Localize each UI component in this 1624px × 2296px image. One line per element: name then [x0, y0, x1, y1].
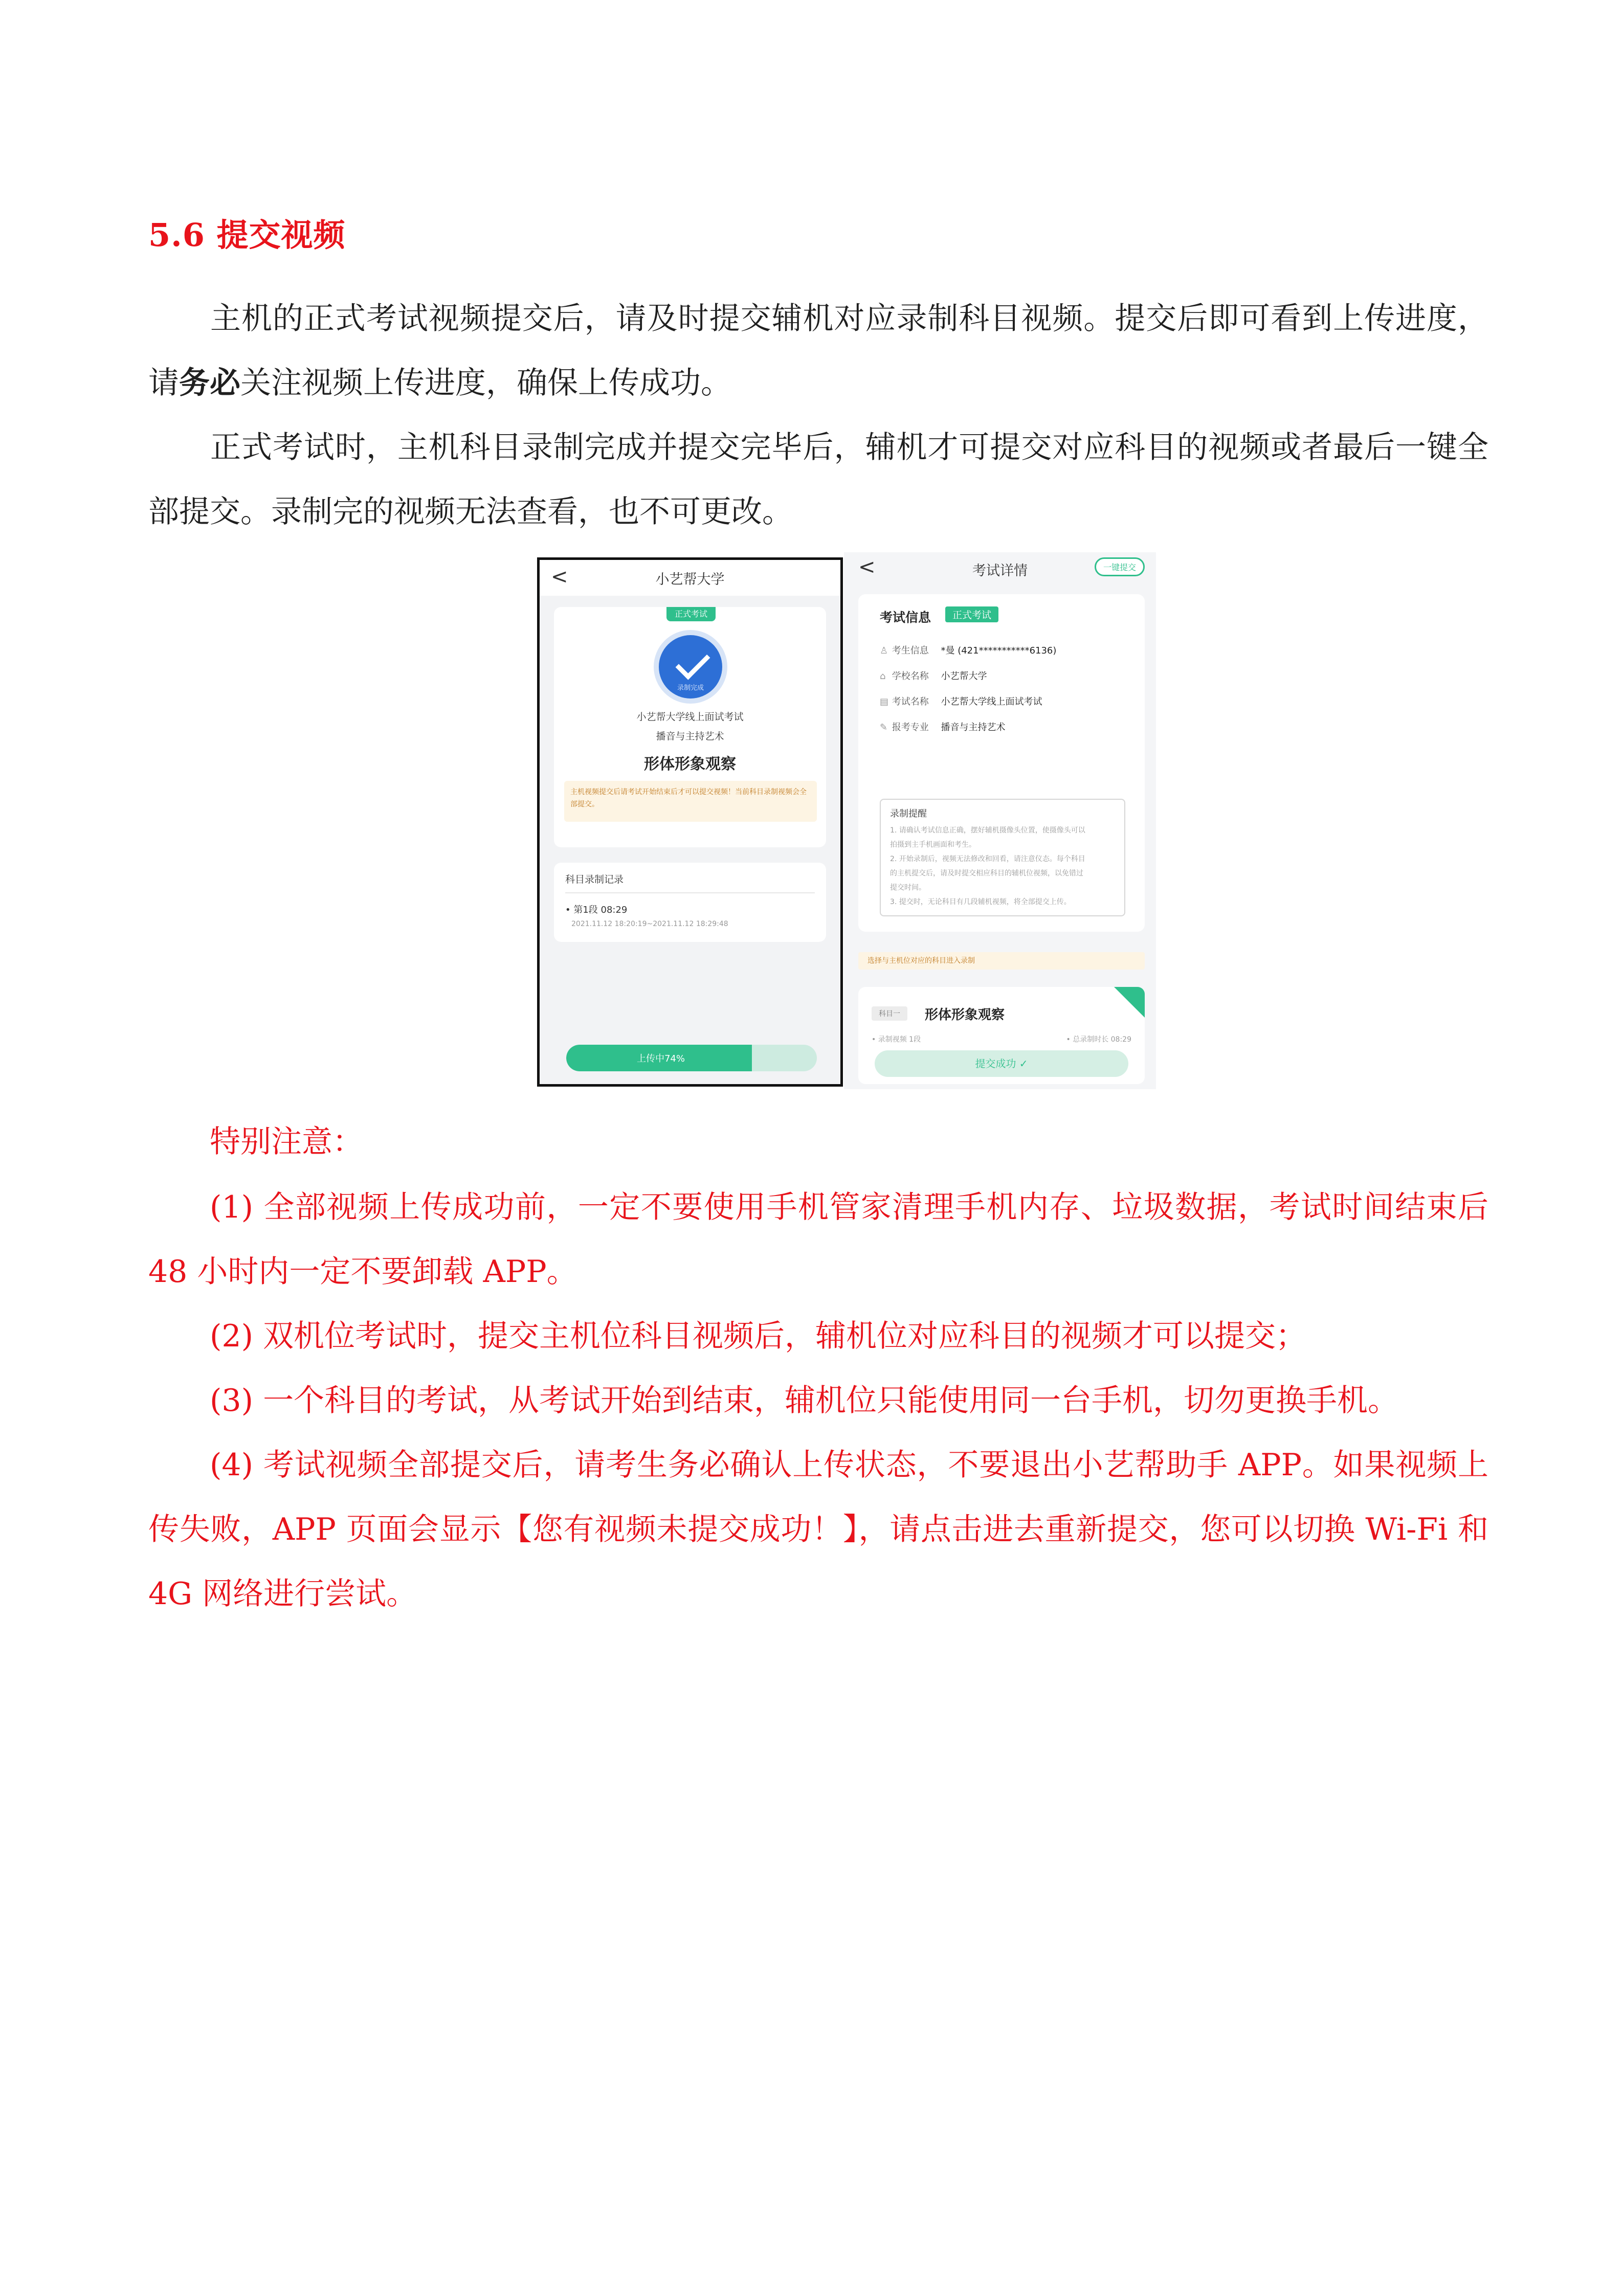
- subject-name: 形体形象观察: [644, 755, 736, 773]
- back-icon[interactable]: <: [551, 565, 568, 589]
- major-name: 播音与主持艺术: [656, 731, 724, 742]
- note-4: [148, 1433, 1488, 1626]
- app-title: 小艺帮大学: [655, 572, 725, 588]
- record-list-title: 科目录制记录: [565, 874, 624, 885]
- info-value: *曼 (421***********6136): [941, 645, 1057, 656]
- info-value: 播音与主持艺术: [941, 722, 1006, 733]
- record-item: • 第1段 08:29: [565, 905, 628, 915]
- tip-line: 的主机提交后，请及时提交相应科目的辅机位视频，以免错过: [890, 869, 1083, 877]
- app-title: 考试详情: [972, 563, 1028, 579]
- divider: [565, 892, 815, 893]
- paragraph-1-text-a: 主机的正式考试视频提交后，请及时提交辅机对应录制科目视频。提交后即可看到上传进度，请: [148, 301, 1488, 401]
- note-2-text: (2) 双机位考试时，提交主机位科目视频后，辅机位对应科目的视频才可以提交；: [210, 1318, 1307, 1354]
- notes-title-text: 特别注意：: [210, 1124, 363, 1160]
- paragraph-1-emphasis: 务必: [179, 365, 240, 401]
- notes-title: [148, 1110, 1488, 1174]
- upload-progress-bar: [566, 1045, 817, 1071]
- record-list-card: [554, 863, 826, 942]
- exam-card: [554, 607, 826, 847]
- exam-info-title: 考试信息: [880, 610, 931, 625]
- app-header: [540, 560, 840, 596]
- tip-line: 拍摄到主手机画面和考生。: [890, 841, 976, 849]
- submit-all-button[interactable]: 一键提交: [1095, 557, 1145, 576]
- video-count: • 录制视频 1段: [872, 1036, 921, 1044]
- info-row-exam: [880, 694, 1042, 708]
- submit-success-button[interactable]: 提交成功 ✓: [875, 1050, 1128, 1077]
- note-1-text: (1) 全部视频上传成功前，一定不要使用手机管家清理手机内存、垃圾数据，考试时间结束后 48 小时内一定不要卸载 APP。: [148, 1189, 1488, 1290]
- subject-tag: 科目一: [872, 1006, 907, 1021]
- note-2: [148, 1304, 1488, 1368]
- info-label: 报考专业: [892, 722, 929, 733]
- note-1: [148, 1175, 1488, 1304]
- warning-banner: 主机视频提交后请考试开始结束后才可以提交视频！当前科目录制视频会全部提交。: [564, 781, 817, 822]
- note-3-text: (3) 一个科目的考试，从考试开始到结束，辅机位只能使用同一台手机，切勿更换手机。: [210, 1383, 1399, 1419]
- note-4-text: (4) 考试视频全部提交后，请考生务必确认上传状态，不要退出小艺帮助手 APP。如果视频上传失败，APP 页面会显示【您有视频未提交成功！】，请点击进去重新提交，您可以切换 Wi-Fi 和 4G 网络进行尝试。: [148, 1447, 1488, 1612]
- paragraph-2-text: 正式考试时，主机科目录制完成并提交完毕后，辅机才可提交对应科目的视频或者最后一键全部提交。录制完的视频无法查看，也不可更改。: [148, 430, 1488, 530]
- exam-type-badge: 正式考试: [945, 606, 998, 622]
- subject-card[interactable]: [858, 987, 1145, 1084]
- upload-progress-label: 上传中74%: [636, 1053, 685, 1064]
- info-value: 小艺帮大学线上面试考试: [941, 696, 1042, 707]
- pen-icon: ✎: [880, 722, 888, 733]
- note-3: [148, 1368, 1488, 1433]
- select-subject-note: 选择与主机位对应的科目进入录制: [858, 952, 1145, 970]
- section-title: 5.6 提交视频: [148, 216, 346, 254]
- paragraph-2: [148, 415, 1488, 544]
- document-icon: ▤: [880, 696, 889, 707]
- tip-line: 1. 请确认考试信息正确，摆好辅机摄像头位置，使摄像头可以: [890, 826, 1085, 835]
- exam-name: 小艺帮大学线上面试考试: [636, 711, 744, 723]
- school-icon: ⌂: [880, 671, 886, 682]
- paragraph-1: [148, 286, 1488, 415]
- person-icon: ♙: [880, 645, 888, 656]
- check-circle-icon: [659, 635, 722, 699]
- corner-flag-icon: [1114, 987, 1145, 1018]
- exam-detail-screenshot: [844, 552, 1156, 1089]
- info-row-candidate: [880, 643, 1056, 657]
- paragraph-1-text-b: 关注视频上传进度，确保上传成功。: [240, 365, 731, 401]
- recording-tips-title: 录制提醒: [890, 808, 927, 819]
- info-row-major: [880, 720, 1005, 733]
- record-done-label: 录制完成: [677, 684, 704, 692]
- tip-line: 2. 开始录制后，视频无法修改和回看，请注意仪态。每个科目: [890, 855, 1085, 863]
- tip-line: 提交时间。: [890, 884, 926, 892]
- info-label: 学校名称: [892, 671, 929, 682]
- record-time: 2021.11.12 18:20:19~2021.11.12 18:29:48: [571, 920, 728, 928]
- total-duration: • 总录制时长 08:29: [1066, 1036, 1131, 1044]
- info-row-school: [880, 669, 987, 682]
- recording-tips-box: [880, 799, 1125, 916]
- check-icon: [676, 645, 710, 680]
- exam-type-badge: 正式考试: [666, 607, 716, 621]
- info-label: 考试名称: [892, 696, 929, 707]
- back-icon[interactable]: <: [858, 555, 876, 579]
- info-value: 小艺帮大学: [941, 671, 987, 682]
- subject-name: 形体形象观察: [925, 1007, 1005, 1023]
- info-label: 考生信息: [892, 645, 929, 656]
- exam-info-card: [858, 594, 1145, 932]
- app-header: [844, 552, 1156, 586]
- upload-progress-screenshot: [537, 557, 843, 1087]
- tip-line: 3. 提交时，无论科目有几段辅机视频，将全部提交上传。: [890, 898, 1071, 906]
